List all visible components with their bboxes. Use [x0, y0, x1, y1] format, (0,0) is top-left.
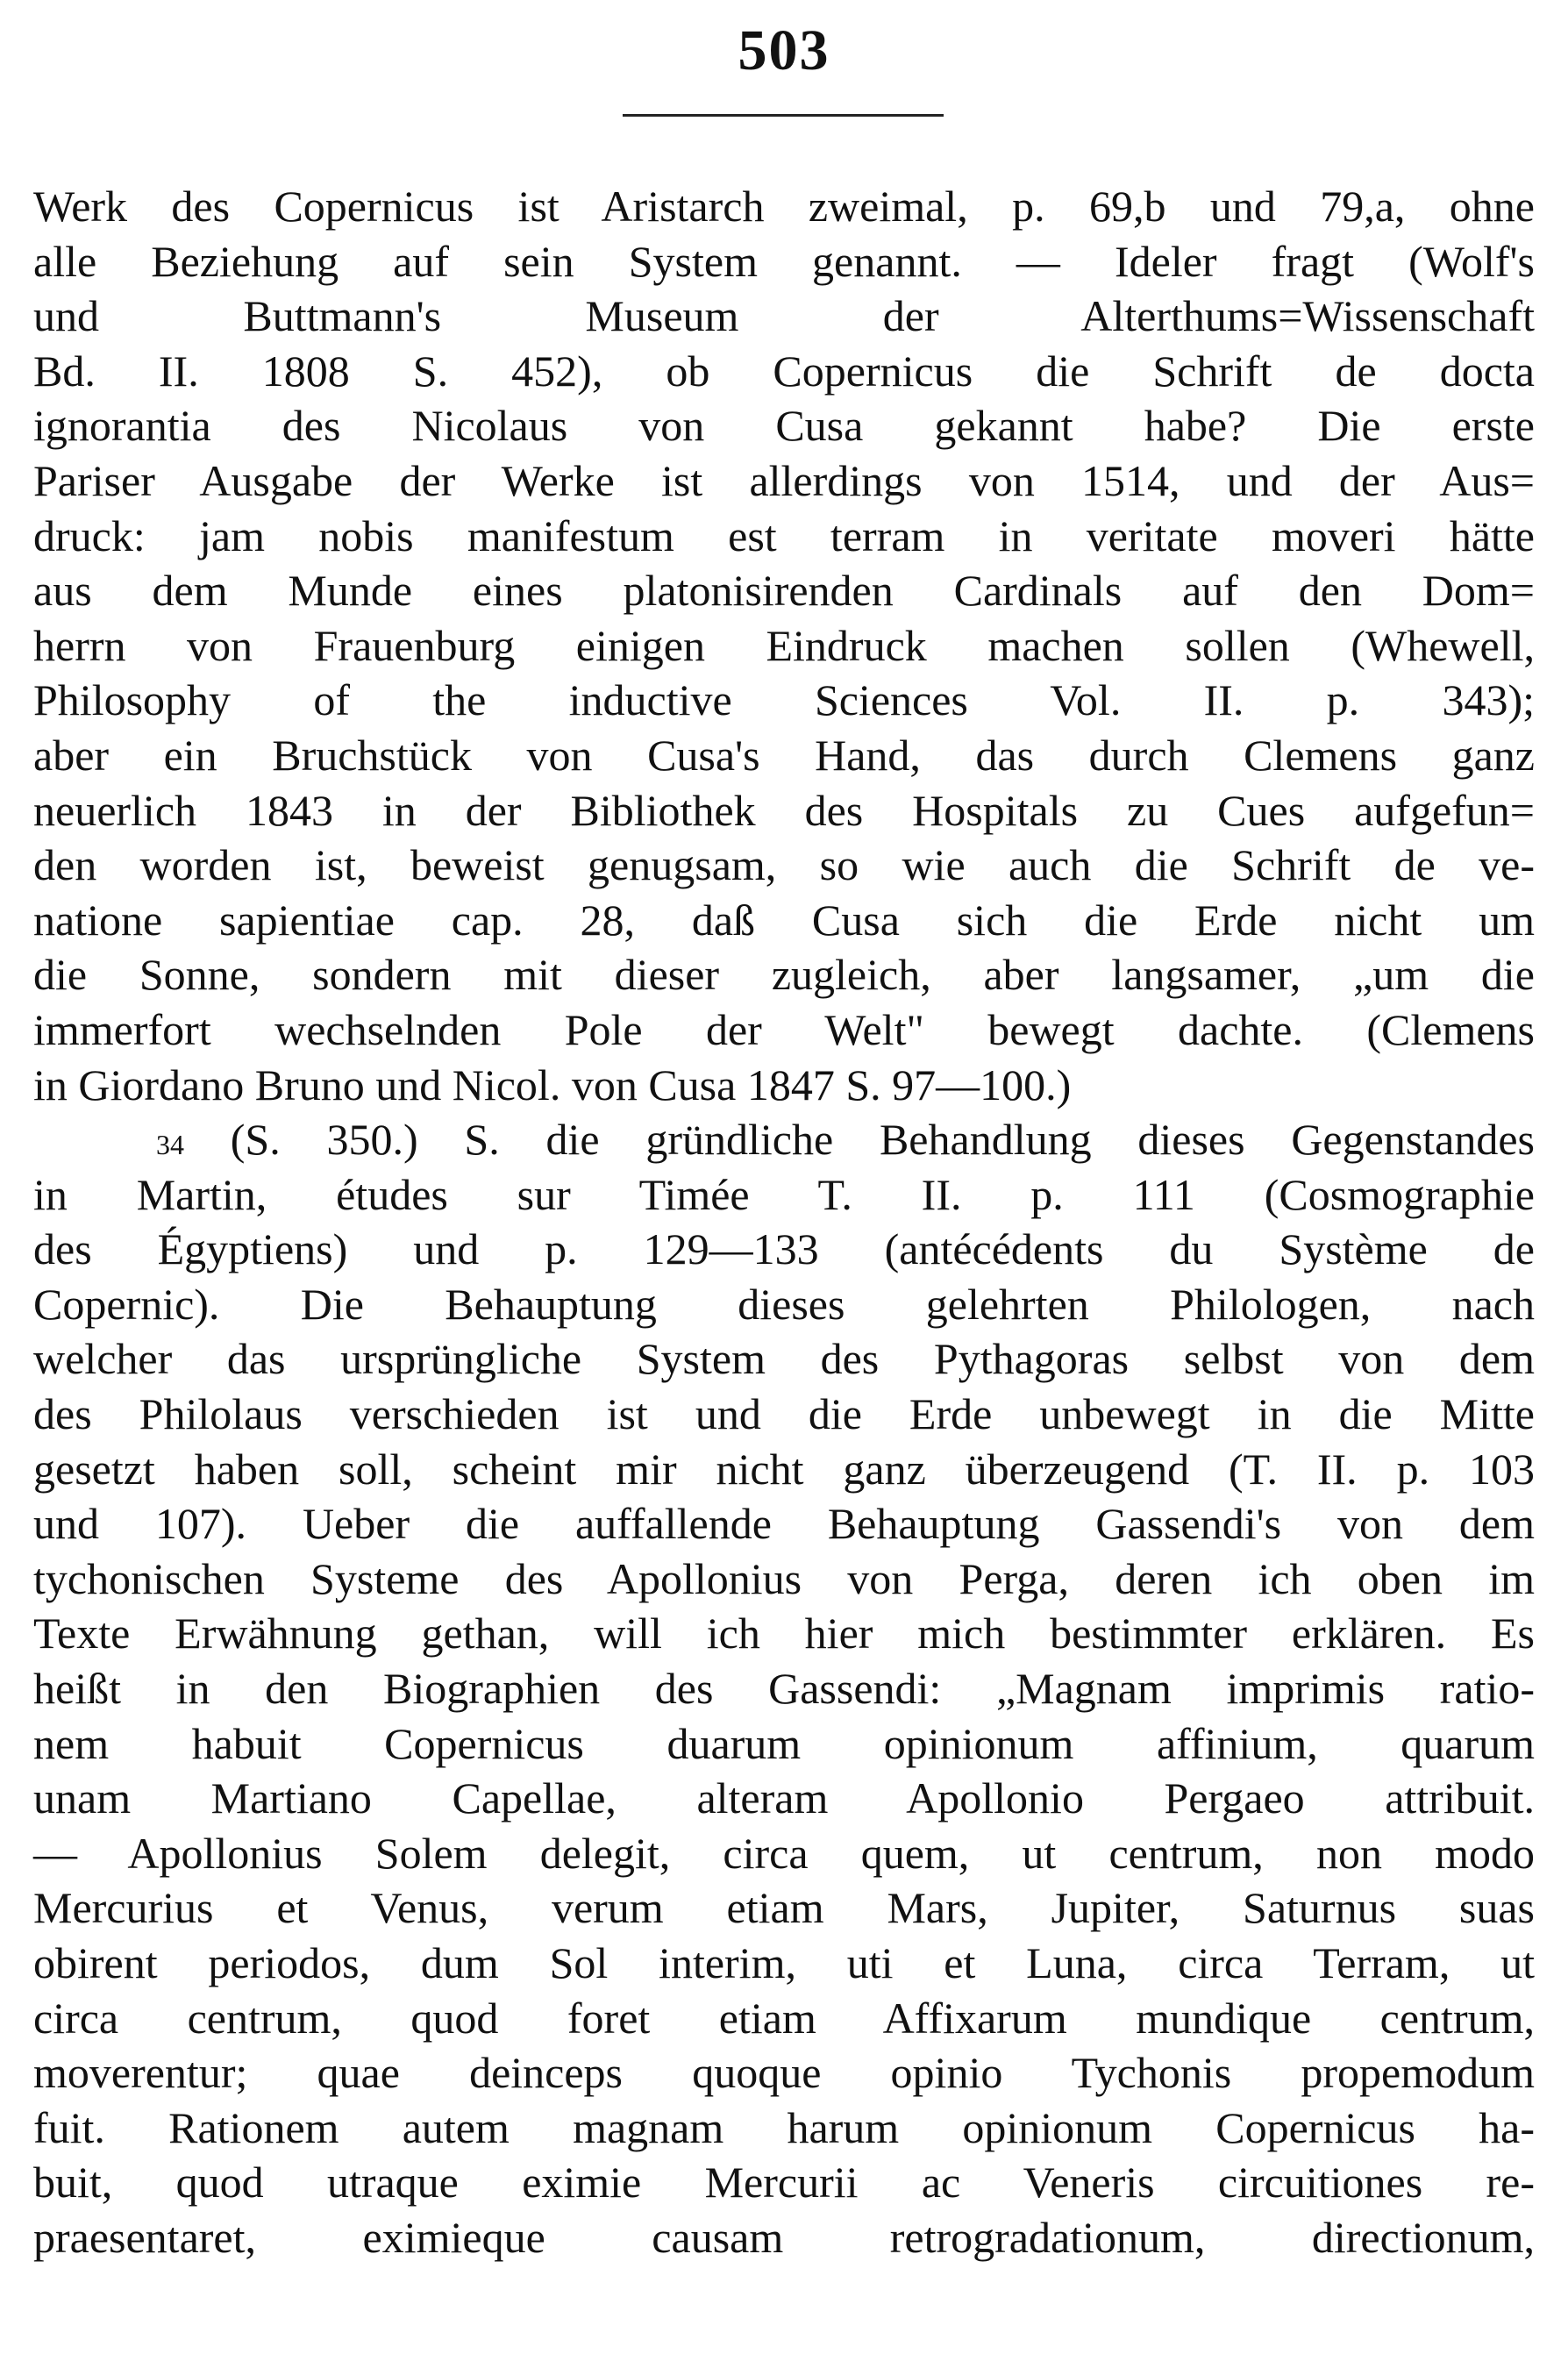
text-line: gesetzt haben soll, scheint mir nicht ganz überzeugend (T. II. p. 103 — [33, 1444, 1535, 1494]
footnote-text-block — [33, 179, 1535, 2265]
text-line: ignorantia des Nicolaus von Cusa gekannt habe? Die erste — [33, 401, 1535, 451]
text-line: unam Martiano Capellae, alteram Apollonio Pergaeo attribuit. — [33, 1773, 1535, 1823]
text-line: circa centrum, quod foret etiam Affixarum mundique centrum, — [33, 1993, 1535, 2043]
page-number: 503 — [738, 18, 830, 82]
text-line: Bd. II. 1808 S. 452), ob Copernicus die Schrift de docta — [33, 346, 1535, 396]
text-line: aus dem Munde eines platonisirenden Cardinals auf den Dom= — [33, 566, 1535, 616]
text-line: tychonischen Systeme des Apollonius von Perga, deren ich oben im — [33, 1553, 1535, 1603]
text-line: Philosophy of the inductive Sciences Vol. II. p. 343); — [33, 675, 1535, 725]
text-line: — Apollonius Solem delegit, circa quem, ut centrum, non modo — [33, 1828, 1535, 1878]
text-line: in Giordano Bruno und Nicol. von Cusa 1847 S. 97—100.) — [33, 1059, 1072, 1109]
text-line: den worden ist, beweist genugsam, so wie auch die Schrift de ve- — [33, 840, 1535, 890]
text-line: die Sonne, sondern mit dieser zugleich, aber langsamer, „um die — [33, 950, 1535, 1000]
text-line: Copernic). Die Behauptung dieses gelehrten Philologen, nach — [33, 1279, 1535, 1329]
text-line: des Philolaus verschieden ist und die Erde unbewegt in die Mitte — [33, 1389, 1535, 1439]
text-line: welcher das ursprüngliche System des Pythagoras selbst von dem — [33, 1334, 1535, 1384]
text-line: natione sapientiae cap. 28, daß Cusa sich die Erde nicht um — [33, 895, 1535, 945]
text-line: alle Beziehung auf sein System genannt. — Ideler fragt (Wolf's — [33, 236, 1535, 286]
text-line: herrn von Frauenburg einigen Eindruck machen sollen (Whewell, — [33, 620, 1535, 670]
text-line: obirent periodos, dum Sol interim, uti et Luna, circa Terram, ut — [33, 1938, 1535, 1987]
text-line: Werk des Copernicus ist Aristarch zweimal, p. 69,b und 79,a, ohne — [33, 182, 1535, 231]
header-rule — [623, 114, 944, 117]
text-line: und Buttmann's Museum der Alterthums=Wissenschaft — [33, 291, 1535, 341]
text-line: (S. 350.) S. die gründliche Behandlung dieses Gegenstandes — [230, 1115, 1536, 1165]
text-line: des Égyptiens) und p. 129—133 (antécédents du Système de — [33, 1224, 1535, 1274]
text-line: Texte Erwähnung gethan, will ich hier mich bestimmter erklären. Es — [33, 1609, 1535, 1658]
text-line: aber ein Bruchstück von Cusa's Hand, das durch Clemens ganz — [33, 730, 1535, 780]
text-line: Pariser Ausgabe der Werke ist allerdings von 1514, und der Aus= — [33, 455, 1535, 505]
text-line: nem habuit Copernicus duarum opinionum affinium, quarum — [33, 1718, 1535, 1768]
text-line: heißt in den Biographien des Gassendi: „Magnam imprimis ratio- — [33, 1664, 1535, 1714]
text-line: und 107). Ueber die auffallende Behauptung Gassendi's von dem — [33, 1499, 1535, 1549]
text-line: buit, quod utraque eximie Mercurii ac Veneris circuitiones re- — [33, 2158, 1535, 2208]
text-line: praesentaret, eximieque causam retrogradationum, directionum, — [33, 2212, 1535, 2262]
text-line: fuit. Rationem autem magnam harum opinionum Copernicus ha- — [33, 2102, 1535, 2152]
text-line: Mercurius et Venus, verum etiam Mars, Jupiter, Saturnus suas — [33, 1883, 1535, 1933]
text-line: immerfort wechselnden Pole der Welt" bewegt dachte. (Clemens — [33, 1004, 1535, 1054]
footnote-start-line — [33, 1112, 1535, 1167]
footnote-marker: 34 — [156, 1129, 184, 1161]
text-line: neuerlich 1843 in der Bibliothek des Hospitals zu Cues aufgefun= — [33, 785, 1535, 835]
text-line: in Martin, études sur Timée T. II. p. 111 (Cosmographie — [33, 1169, 1535, 1219]
text-line: moverentur; quae deinceps quoque opinio Tychonis propemodum — [33, 2048, 1535, 2098]
text-line: druck: jam nobis manifestum est terram in veritate moveri hätte — [33, 510, 1535, 560]
